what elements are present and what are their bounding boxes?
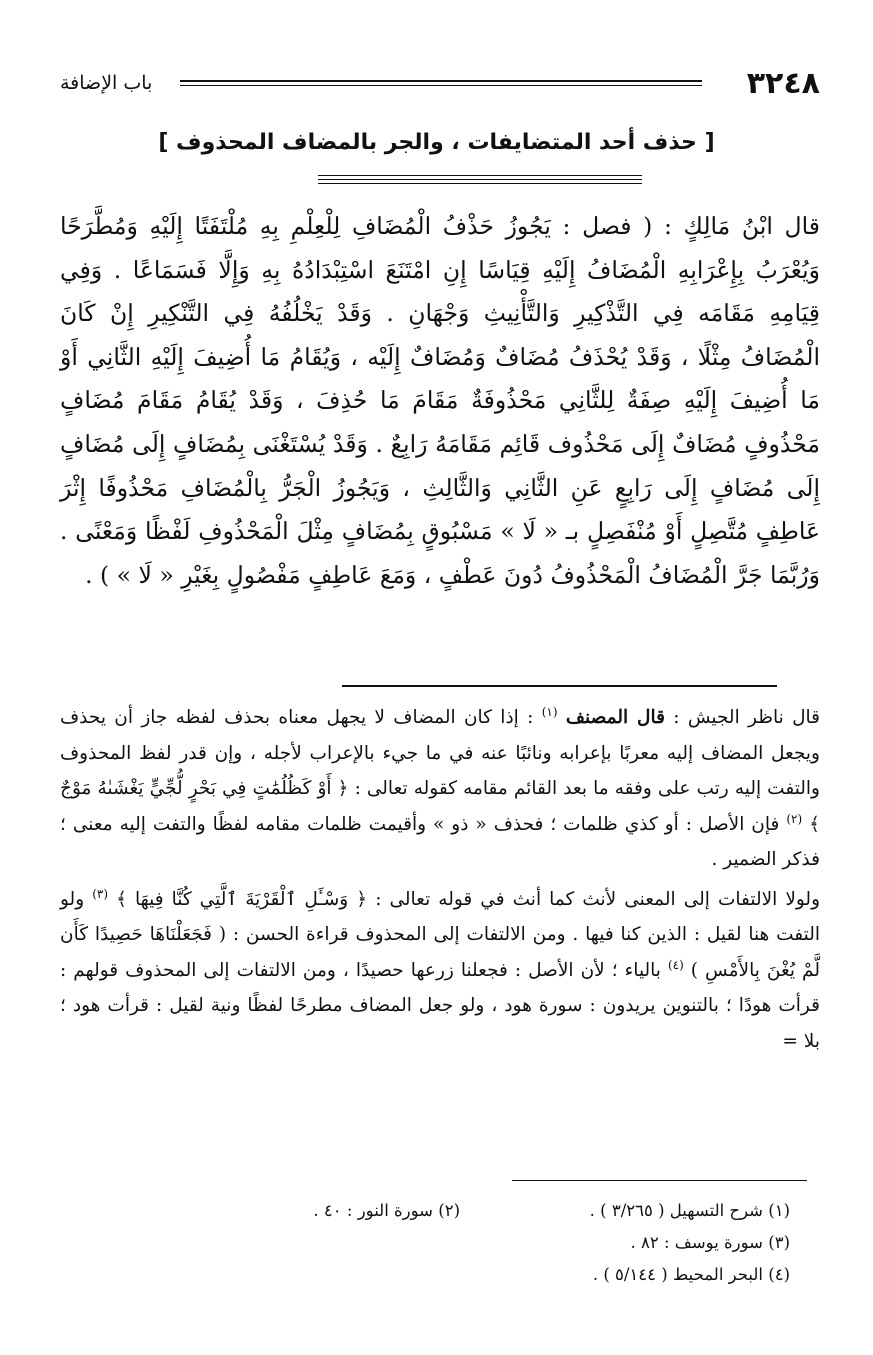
matn-text bbox=[60, 205, 820, 597]
footnote-3: (٣) سورة يوسف : ٨٢ . bbox=[630, 1233, 790, 1252]
running-head: باب الإضافة bbox=[60, 72, 153, 94]
footnote-ref-3: (٣) bbox=[92, 886, 109, 901]
sharh-text-4: ولو التفت هنا لقيل : الذين كنا فيها . ومن الالتفات إلى المحذوف قراءة الحسن : ( فَجَعَلْنَاهَا حَصِيدًا كَأَن لَّمْ يُغْنَ بِالأَمْسِ ) bbox=[60, 888, 820, 981]
matn-paragraph: قال ابْنُ مَالِكٍ : ( فصل : يَجُوزُ حَذْفُ الْمُضَافِ لِلْعِلْمِ بِهِ مُلْتَفَتًا إِلَيْهِ وَمُطَّرَحًا وَيُعْرَبُ بِإِعْرَابِهِ الْمُضَافُ إِلَيْهِ قِيَاسًا إِنِ امْتَنَعَ اسْتِبْدَادُهُ بِهِ وَإِلَّا فَسَمَاعًا . وَفِي قِيَامِهِ مَقَامَه فِي التَّذْكِيرِ وَالتَّأْنِيثِ وَجْهَانِ . وَقَدْ يَخْلُفُهُ فِي التَّنْكِيرِ إِنْ كَانَ الْمُضَافُ مِثْلًا ، وَقَدْ يُحْذَفُ مُضَافٌ وَمُضَافٌ إِلَيْه ، وَيُقَامُ مَا أُضِيفَ إِلَيْهِ الثَّانِي أَوْ مَا أُضِيفَ إِلَيْهِ صِفَةٌ لِلثَّانِي مَحْذُوفَةٌ مَقَامَ مَا حُذِفَ ، وَقَدْ يُقَامُ مَقَامَ مُضَافٍ مَحْذُوفٍ مُضَافٌ إِلَى مَحْذُوف قَائِم مَقَامَهُ رَابِعٌ . وَقَدْ يُسْتَغْنَى بِمُضَافٍ إِلَى مُضَافٍ إِلَى مُضَافٍ إِلَى رَابِعٍ عَنِ الثَّانِي وَالثَّالِثِ ، وَيَجُوزُ الْجَرُّ بِالْمُضَافِ مَحْذُوفًا إِثْرَ عَاطِفٍ مُتَّصِلٍ أَوْ مُنْفَصِلٍ بـ « لَا » مَسْبُوقٍ بِمُضَافٍ مِثْلَ الْمَحْذُوفِ لَفْظًا وَمَعْنًى . وَرُبَّمَا جَرَّ الْمُضَافُ الْمَحْذُوفُ دُونَ عَطْفٍ ، وَمَعَ عَاطِفٍ مَفْصُولٍ بِغَيْرِ « لَا » ) . bbox=[60, 212, 820, 589]
section-heading: [ حذف أحد المتضايفات ، والجر بالمضاف المحذوف ] bbox=[158, 130, 715, 155]
sharh-text-2: فإن الأصل : أو كذي ظلمات ؛ فحذف « ذو » وأقيمت ظلمات مقامه لفظًا والتفت إليه معنى ؛ فذكر الضمير . bbox=[60, 813, 820, 870]
footnote-ref-4: (٤) bbox=[667, 957, 684, 972]
sharh-paragraph-2 bbox=[60, 882, 820, 1060]
matn-divider bbox=[342, 685, 777, 687]
footnote-2: (٢) سورة النور : ٤٠ . bbox=[313, 1201, 460, 1220]
sharh-text-1: : إذا كان المضاف لا يجهل معناه بحذف لفظه جاز أن يحذف ويجعل المضاف إليه معربًا بإعرابه ونائبًا عنه في ما جيء بالإعراب لأجله ، وإن قدر لفظ المحذوف والتفت إليه رتب على وفقه ما بعد القائم مقامه كقوله تعالى : ﴿ أَوْ كَظُلُمَٰتٍ فِي بَحْرٍ لُّجِّيٍّ يَغْشَىٰهُ مَوْجٌ ﴾ bbox=[60, 707, 820, 835]
sharh-speaker: قال ناظر الجيش : bbox=[664, 707, 820, 728]
footnote-ref-2: (٢) bbox=[786, 811, 803, 826]
footnote-1: (١) شرح التسهيل ( ٣/٢٦٥ ) . bbox=[589, 1201, 790, 1220]
sharh-author-label: قال المصنف bbox=[565, 707, 665, 728]
sharh-text-5: بالياء ؛ لأن الأصل : فجعلنا زرعها حصيدًا ، ومن الالتفات إلى المحذوف قولهم : قرأت هودًا ؛ بالتنوين يريدون : سورة هود ، ولو جعل المضاف مطرحًا لفظًا ونية لقيل : قرأت هود ؛ بلا = bbox=[60, 959, 820, 1052]
sharh-text-3: ولولا الالتفات إلى المعنى لأنث كما أنث في قوله تعالى : ﴿ وَسْـَٔلِ ٱلْقَرْيَةَ ٱلَّتِي كُنَّا فِيهَا ﴾ bbox=[108, 888, 820, 910]
page-header bbox=[60, 62, 820, 102]
footnote-ref-1: (١) bbox=[541, 704, 558, 719]
sharh-text bbox=[60, 700, 820, 1059]
footnote-4: (٤) البحر المحيط ( ٥/١٤٤ ) . bbox=[592, 1265, 790, 1284]
page-number: ٣٢٤٨ bbox=[746, 66, 820, 101]
footnotes bbox=[200, 1195, 790, 1291]
footnote-rule bbox=[512, 1180, 807, 1181]
sharh-paragraph-1 bbox=[60, 700, 820, 878]
header-rule bbox=[180, 80, 702, 86]
heading-underline bbox=[318, 175, 642, 187]
